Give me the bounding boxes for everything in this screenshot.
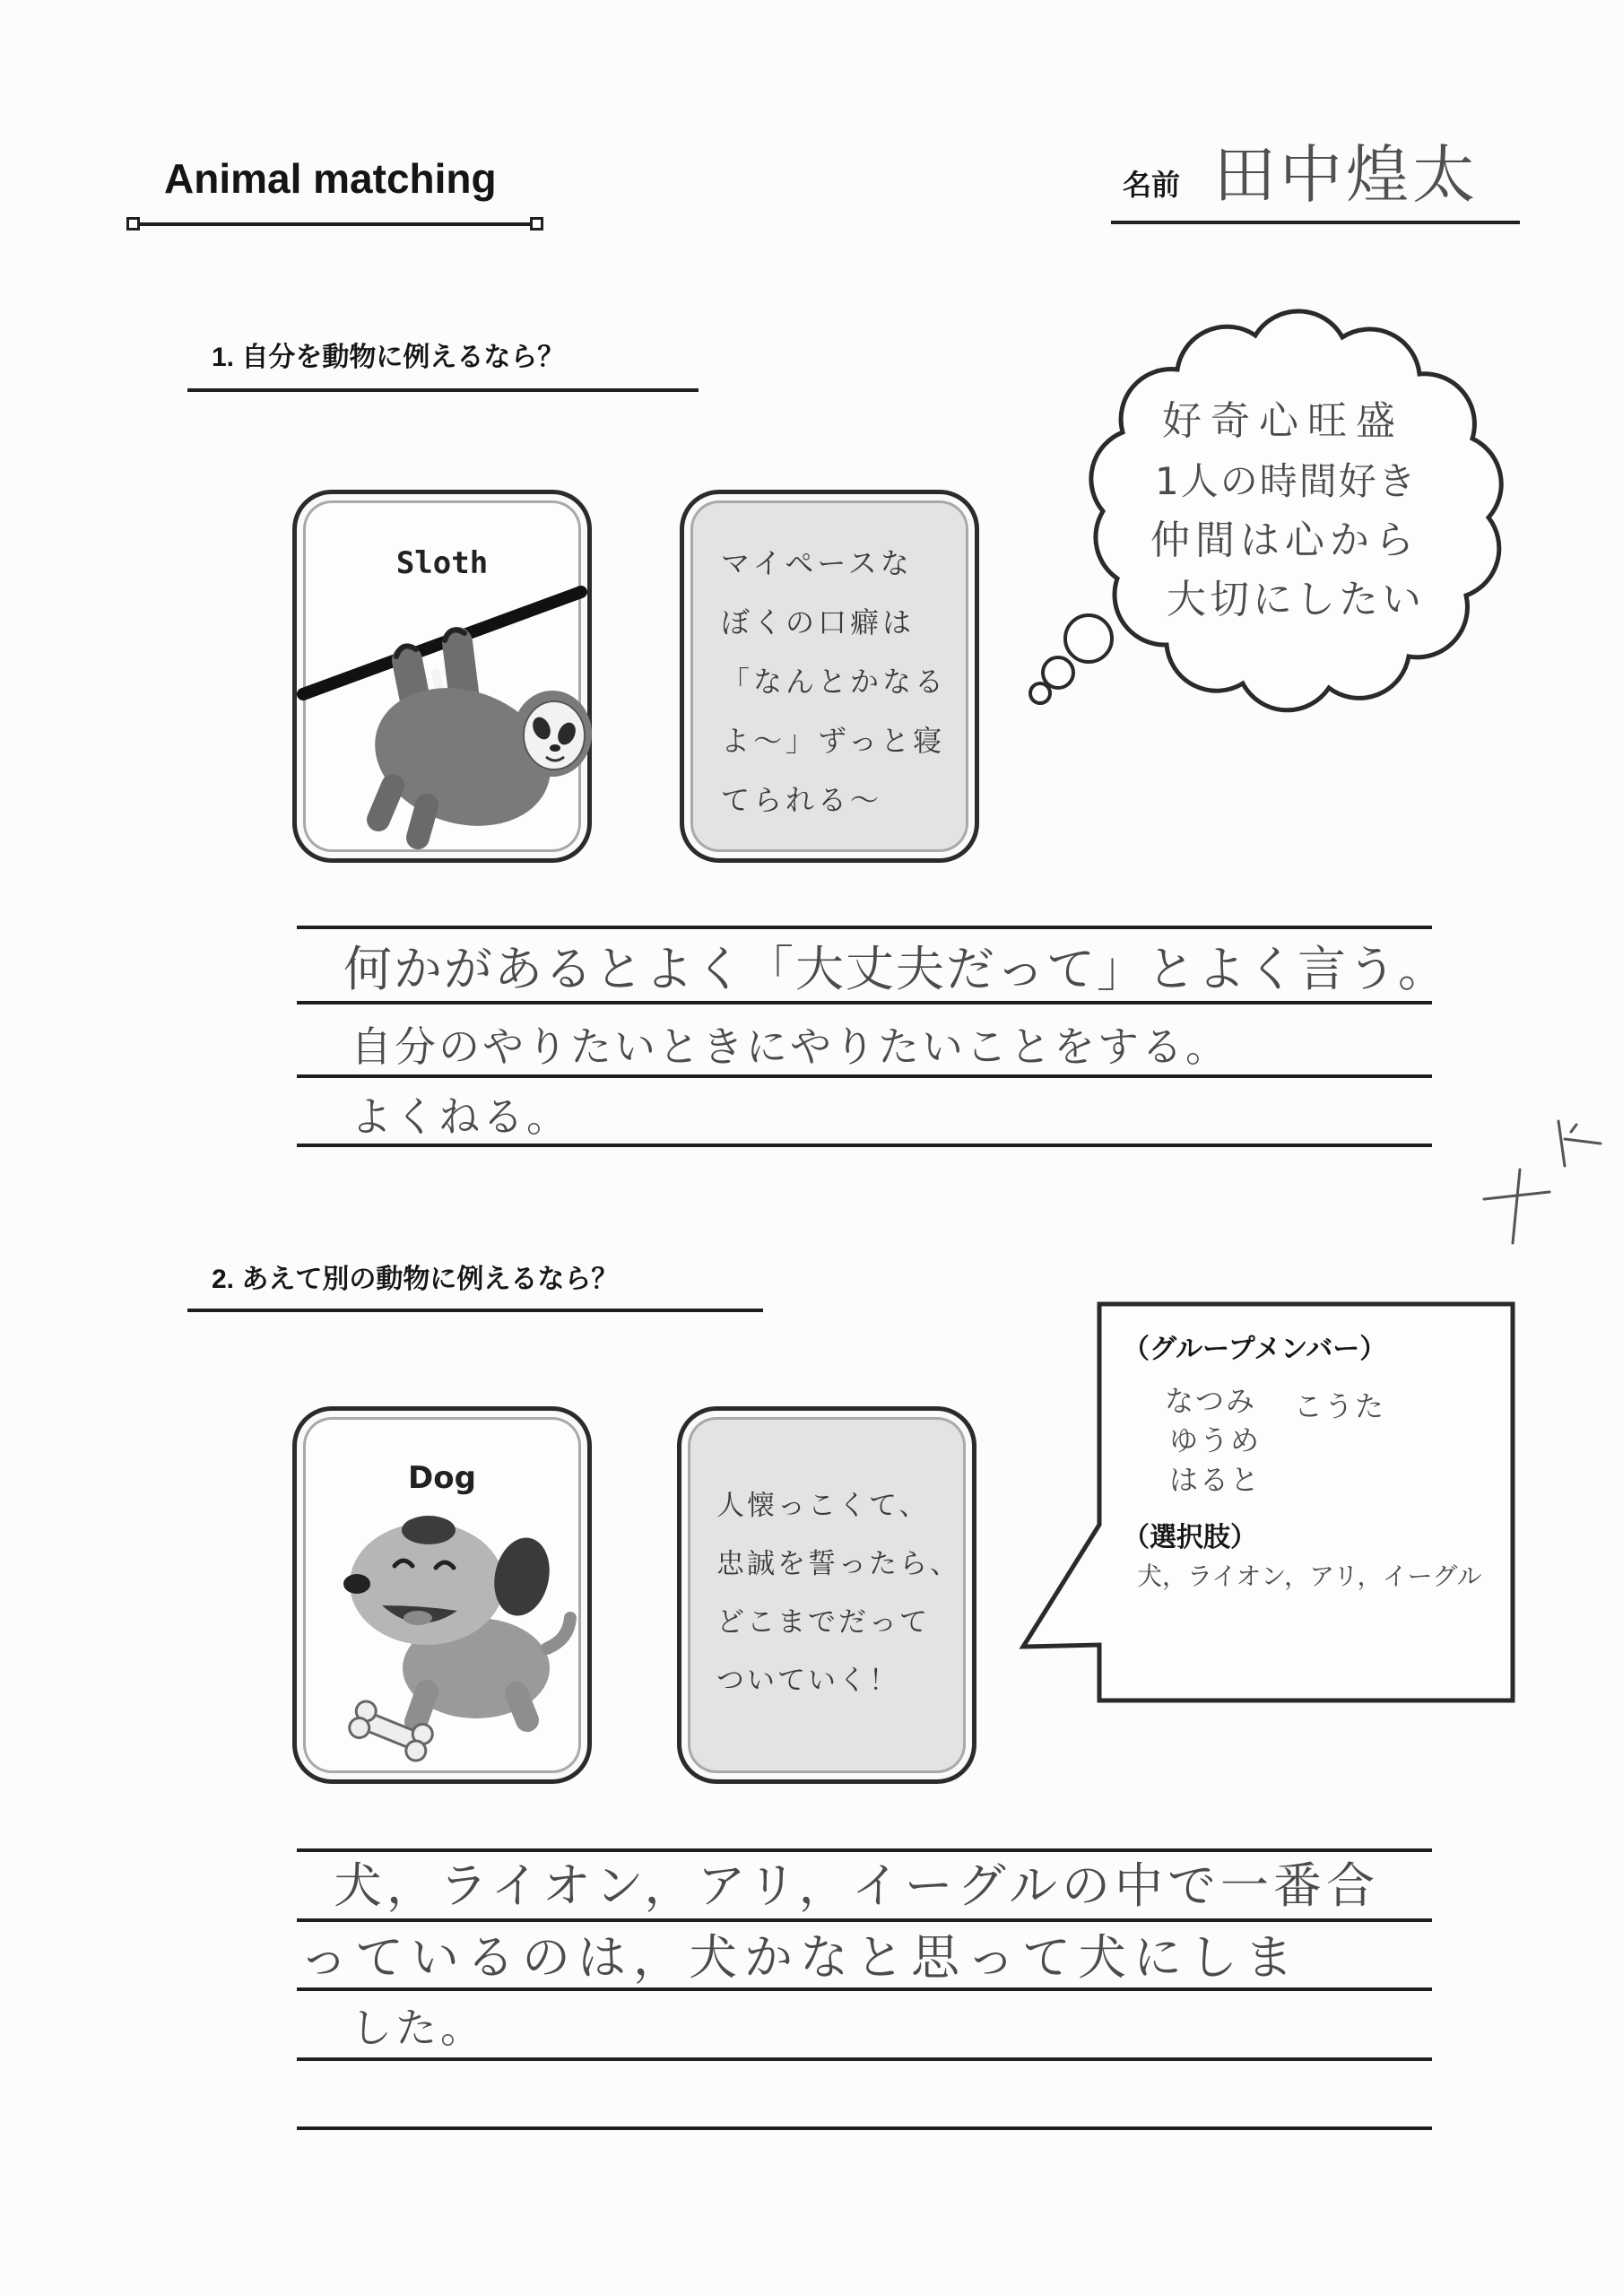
answer2-rule (297, 2126, 1432, 2130)
dog-tongue (404, 1611, 432, 1625)
answer2-rule (297, 1987, 1432, 1991)
thought-bubble-medium (1043, 657, 1073, 688)
pencil-strokes (1484, 1121, 1601, 1243)
thought-cloud-outline (1091, 311, 1501, 710)
thought-cloud (1022, 305, 1524, 726)
dog-description-line: 人懐っこくて、 (716, 1490, 930, 1522)
answer1-rule (297, 926, 1432, 929)
q1-heading-underline (187, 388, 699, 392)
sloth-illustration (292, 490, 592, 863)
choices-list: 犬，ライオン，アリ，イーグル (1137, 1561, 1482, 1591)
group-member: なつみ (1165, 1384, 1257, 1418)
group-member: はると (1169, 1463, 1262, 1497)
worksheet-title: Animal matching (164, 155, 497, 202)
thought-bubble-small (1030, 683, 1050, 703)
title-underline-left-cap (126, 217, 140, 230)
name-value: 田中煌太 (1213, 138, 1479, 212)
sloth-description-card (680, 490, 979, 863)
title-underline-right-cap (530, 217, 543, 230)
dog-description-line: ついていく！ (716, 1665, 899, 1697)
dog-description-line: どこまでだって (716, 1606, 930, 1639)
choices-heading: （選択肢） (1123, 1523, 1257, 1552)
sloth-card-label: Sloth (395, 545, 489, 581)
sloth-description-line: よ〜」ずっと寝 (721, 724, 946, 758)
dog-description (716, 1477, 960, 1710)
q2-heading: 2. あえて別の動物に例えるなら？ (212, 1265, 619, 1294)
answer1-line: 自分のやりたいときにやりたいことをする。 (351, 1022, 1229, 1071)
name-underline (1111, 221, 1520, 224)
dog-description-card (677, 1406, 976, 1784)
thought-bubble-large (1065, 615, 1112, 662)
answer1-rule (297, 1001, 1432, 1004)
name-label: 名前 (1123, 169, 1181, 201)
dog-card-label: Dog (408, 1460, 476, 1496)
dog-card (292, 1406, 592, 1784)
thought-line: 大切にしたい (1167, 577, 1425, 622)
sloth-card (292, 490, 592, 863)
sloth-description (721, 534, 947, 830)
answer2-line: っているのは，犬かなと思って犬にしま (299, 1929, 1300, 1986)
answer2-rule (297, 2057, 1432, 2061)
group-members-heading: （グループメンバー） (1123, 1335, 1387, 1364)
stray-pencil-mark (1471, 1112, 1614, 1256)
sloth-nose (550, 744, 560, 752)
branch (303, 592, 581, 694)
q1-heading: 1. 自分を動物に例えるなら？ (212, 343, 565, 372)
dog-description-line: 忠誠を誓ったら、 (716, 1548, 960, 1580)
answer1-line: 何かがあるとよく「大丈夫だって」とよく言う。 (343, 941, 1448, 997)
thought-line: 好奇心旺盛 (1162, 398, 1404, 444)
thought-line: 1人の時間好き (1155, 459, 1418, 503)
dog-nose (343, 1574, 370, 1594)
dog-illustration (292, 1406, 592, 1784)
dog-tail (547, 1618, 570, 1648)
answer1-line: よくねる。 (351, 1092, 570, 1141)
sloth-description-line: 「なんとかなる (721, 665, 948, 699)
group-member: こうた (1294, 1389, 1386, 1423)
dog-head-patch (402, 1516, 456, 1544)
answer1-rule (297, 1144, 1432, 1147)
group-member: ゆうめ (1169, 1423, 1262, 1457)
sloth-description-line: マイペースな (721, 546, 913, 580)
answer2-rule (297, 1918, 1432, 1922)
answer1-rule (297, 1074, 1432, 1078)
title-underline (137, 222, 535, 226)
thought-line: 仲間は心から (1150, 517, 1419, 563)
q2-heading-underline (187, 1309, 763, 1312)
answer2-line: 犬，ライオン，アリ，イーグルの中で一番合 (334, 1857, 1379, 1914)
sloth-description-line: ぼくの口癖は (721, 605, 916, 639)
answer2-line: した。 (351, 2004, 485, 2052)
answer2-rule (297, 1848, 1432, 1852)
sloth-description-line: てられる〜 (721, 783, 883, 817)
